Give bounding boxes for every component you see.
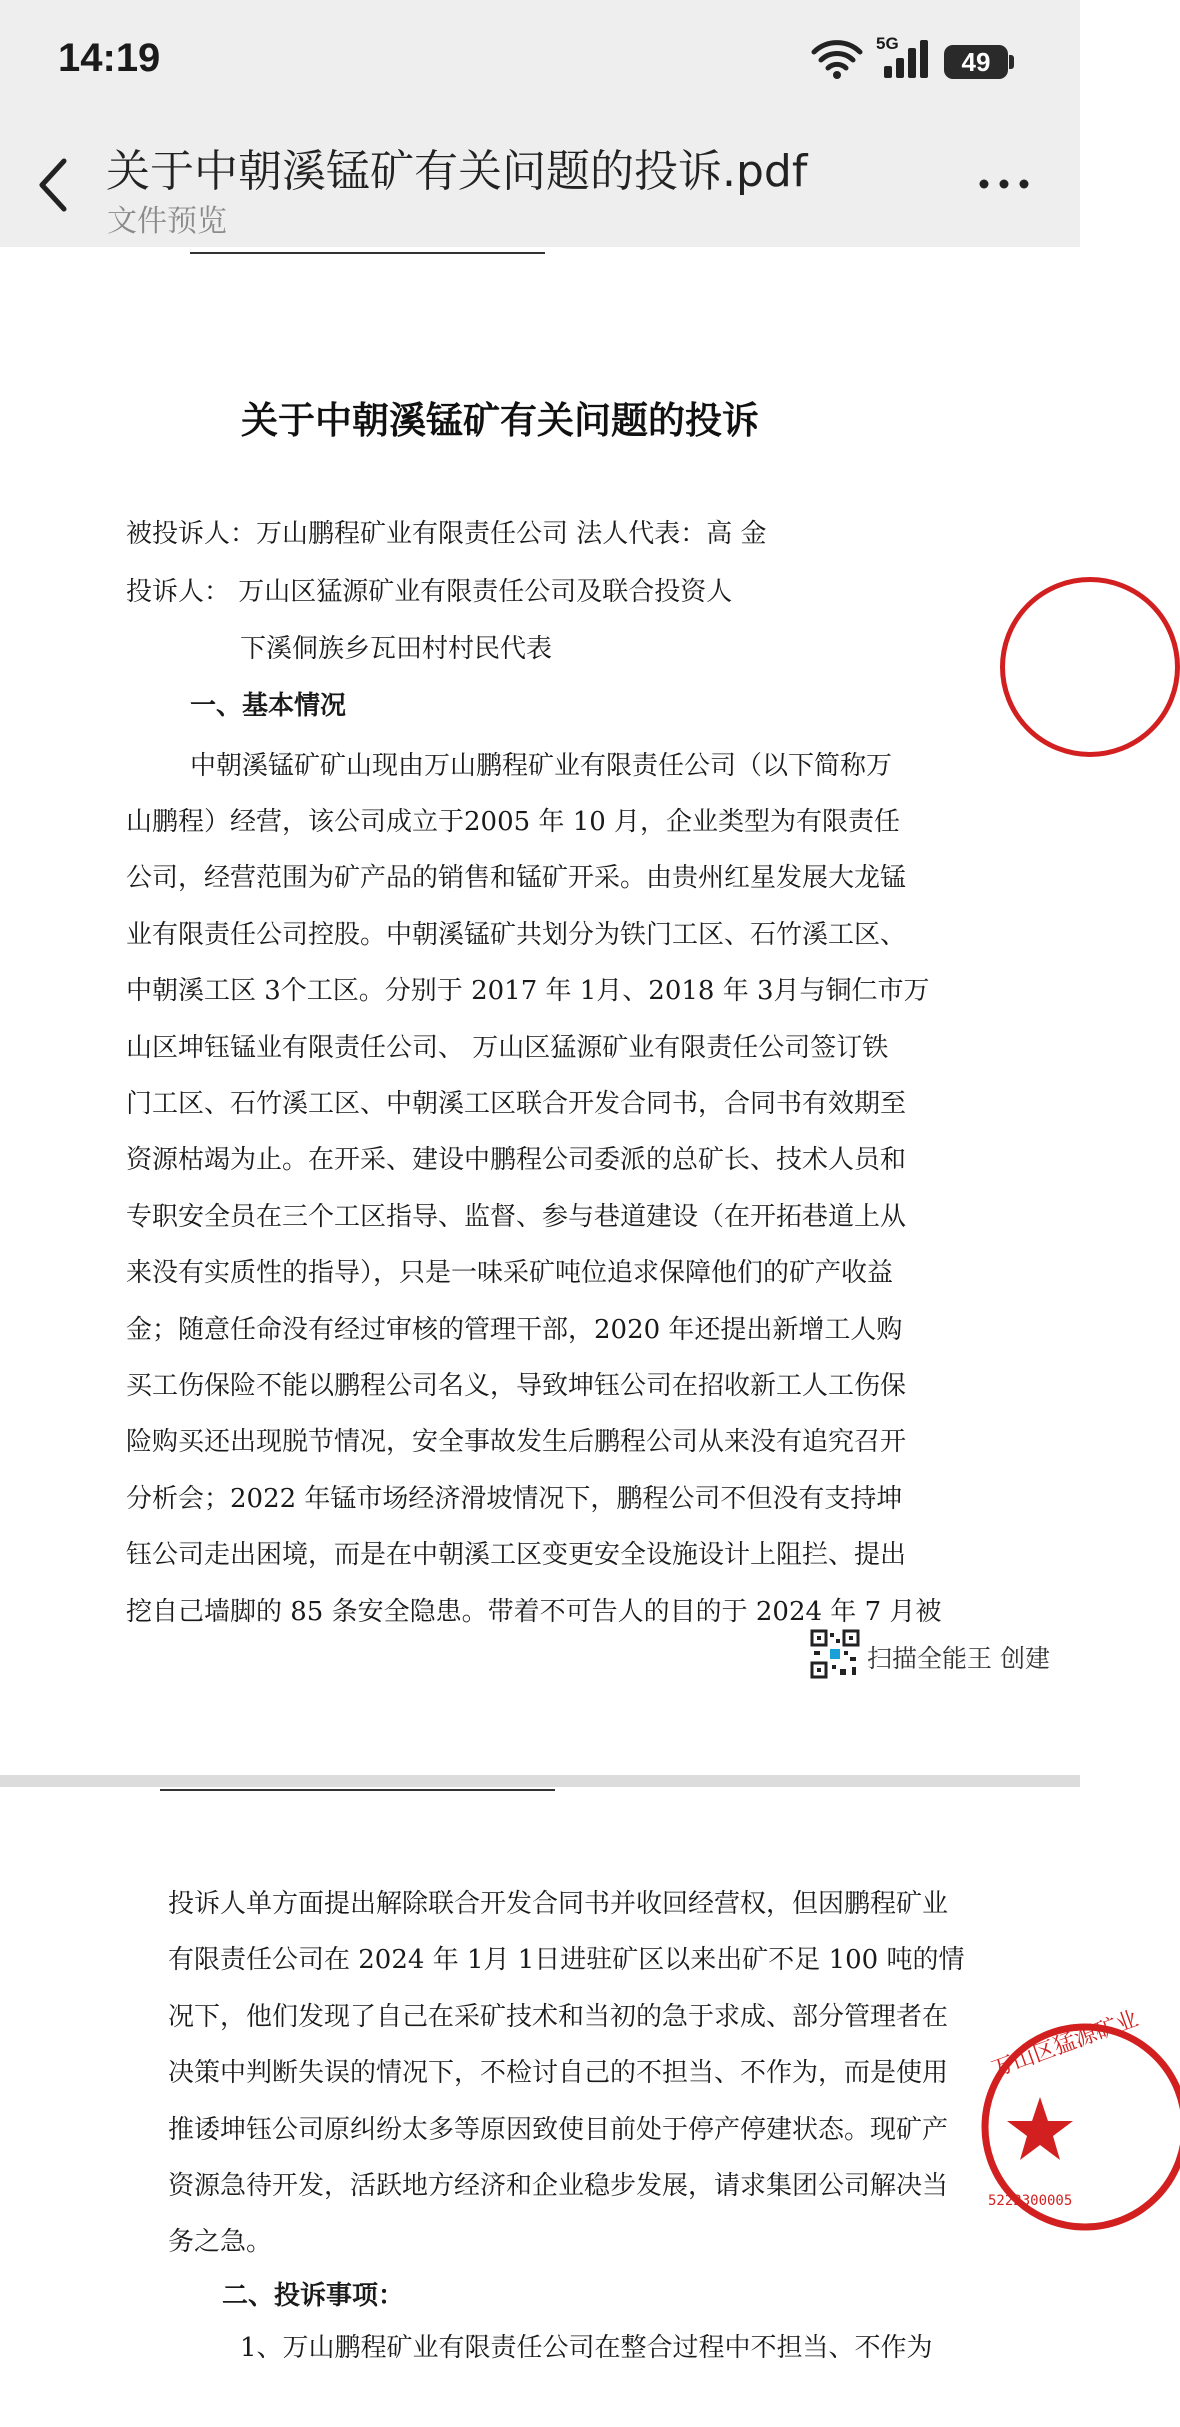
body-line: 资源枯竭为止。在开采、建设中鹏程公司委派的总矿长、技术人员和 xyxy=(126,1145,907,1175)
body-line: 买工伤保险不能以鹏程公司名义，导致坤钰公司在招收新工人工伤保 xyxy=(126,1371,907,1401)
body-line: 来没有实质性的指导），只是一味采矿吨位追求保障他们的矿产收益 xyxy=(126,1258,894,1288)
pdf-page-1 xyxy=(0,247,1080,1775)
pdf-page-2 xyxy=(0,1787,1142,2427)
document-subtitle: 文件预览 xyxy=(107,204,227,239)
complainant-line: 投诉人： 万山区猛源矿业有限责任公司及联合投资人 xyxy=(126,577,733,607)
body-line: 投诉人单方面提出解除联合开发合同书并收回经营权，但因鹏程矿业 xyxy=(168,1889,949,1919)
section-heading: 二、投诉事项： xyxy=(222,2281,405,2311)
respondent-line: 被投诉人：万山鹏程矿业有限责任公司 法人代表：高 金 xyxy=(126,519,767,549)
network-type: 5G xyxy=(876,34,899,53)
list-item: 1、万山鹏程矿业有限责任公司在整合过程中不担当、不作为 xyxy=(240,2333,933,2363)
status-bar xyxy=(0,0,1080,125)
body-line: 有限责任公司在 2024 年 1月 1日进驻矿区以来出矿不足 100 吨的情 xyxy=(168,1945,965,1975)
body-line: 况下，他们发现了自己在采矿技术和当初的急于求成、部分管理者在 xyxy=(168,2002,949,2032)
body-line: 挖自己墙脚的 85 条安全隐患。带着不可告人的目的于 2024 年 7 月被 xyxy=(126,1597,942,1627)
body-line: 资源急待开发，活跃地方经济和企业稳步发展，请求集团公司解决当 xyxy=(168,2171,949,2201)
body-line: 山鹏程）经营，该公司成立于2005 年 10 月，企业类型为有限责任 xyxy=(126,807,901,837)
section-heading: 一、基本情况 xyxy=(190,691,347,721)
battery-level: 49 xyxy=(961,47,991,77)
header-rule xyxy=(160,1789,555,1791)
body-line: 山区坤钰锰业有限责任公司、 万山区猛源矿业有限责任公司签订铁 xyxy=(126,1033,889,1063)
body-line: 业有限责任公司控股。中朝溪锰矿共划分为铁门工区、石竹溪工区、 xyxy=(126,920,907,950)
body-line: 务之急。 xyxy=(168,2227,273,2257)
body-line: 门工区、石竹溪工区、中朝溪工区联合开发合同书，合同书有效期至 xyxy=(126,1089,907,1119)
body-line: 决策中判断失误的情况下，不检讨自己的不担当、不作为，而是使用 xyxy=(168,2058,949,2088)
wifi-icon xyxy=(810,38,864,80)
body-line: 推诿坤钰公司原纠纷太多等原因致使目前处于停产停建状态。现矿产 xyxy=(168,2115,949,2145)
seal-text: 万山区猛源矿业 xyxy=(988,2006,1142,2083)
body-line: 中朝溪锰矿矿山现由万山鹏程矿业有限责任公司（以下简称万 xyxy=(190,751,893,781)
scanner-watermark: 扫描全能王 创建 xyxy=(867,1644,1050,1673)
document-heading: 关于中朝溪锰矿有关问题的投诉 xyxy=(241,398,759,442)
company-seal xyxy=(970,2006,1142,2247)
body-line: 险购买还出现脱节情况，安全事故发生后鹏程公司从来没有追究召开 xyxy=(126,1427,907,1457)
signal-icon xyxy=(876,38,932,80)
status-time: 14:19 xyxy=(58,36,161,80)
body-line: 钰公司走出困境，而是在中朝溪工区变更安全设施设计上阻拦、提出 xyxy=(126,1540,907,1570)
complainant-line-2: 下溪侗族乡瓦田村村民代表 xyxy=(240,634,553,664)
body-line: 金；随意任命没有经过审核的管理干部，2020 年还提出新增工人购 xyxy=(126,1315,903,1345)
document-title: 关于中朝溪锰矿有关问题的投诉.pdf xyxy=(106,146,808,197)
seal-number: 5222300005 xyxy=(988,2193,1073,2209)
body-line: 分析会；2022 年锰市场经济滑坡情况下，鹏程公司不但没有支持坤 xyxy=(126,1484,903,1514)
pdf-viewer[interactable] xyxy=(0,247,1142,2414)
body-line: 公司，经营范围为矿产品的销售和锰矿开采。由贵州红星发展大龙锰 xyxy=(126,863,907,893)
body-line: 中朝溪工区 3个工区。分别于 2017 年 1月、2018 年 3月与铜仁市万 xyxy=(126,976,930,1006)
company-seal-partial xyxy=(1000,577,1180,757)
battery-tip xyxy=(1009,55,1014,69)
header-rule xyxy=(190,252,545,254)
back-button[interactable] xyxy=(30,155,78,215)
qr-code-icon xyxy=(810,1629,860,1679)
body-line: 专职安全员在三个工区指导、监督、参与巷道建设（在开拓巷道上从 xyxy=(126,1202,907,1232)
more-options-button[interactable] xyxy=(976,160,1032,208)
